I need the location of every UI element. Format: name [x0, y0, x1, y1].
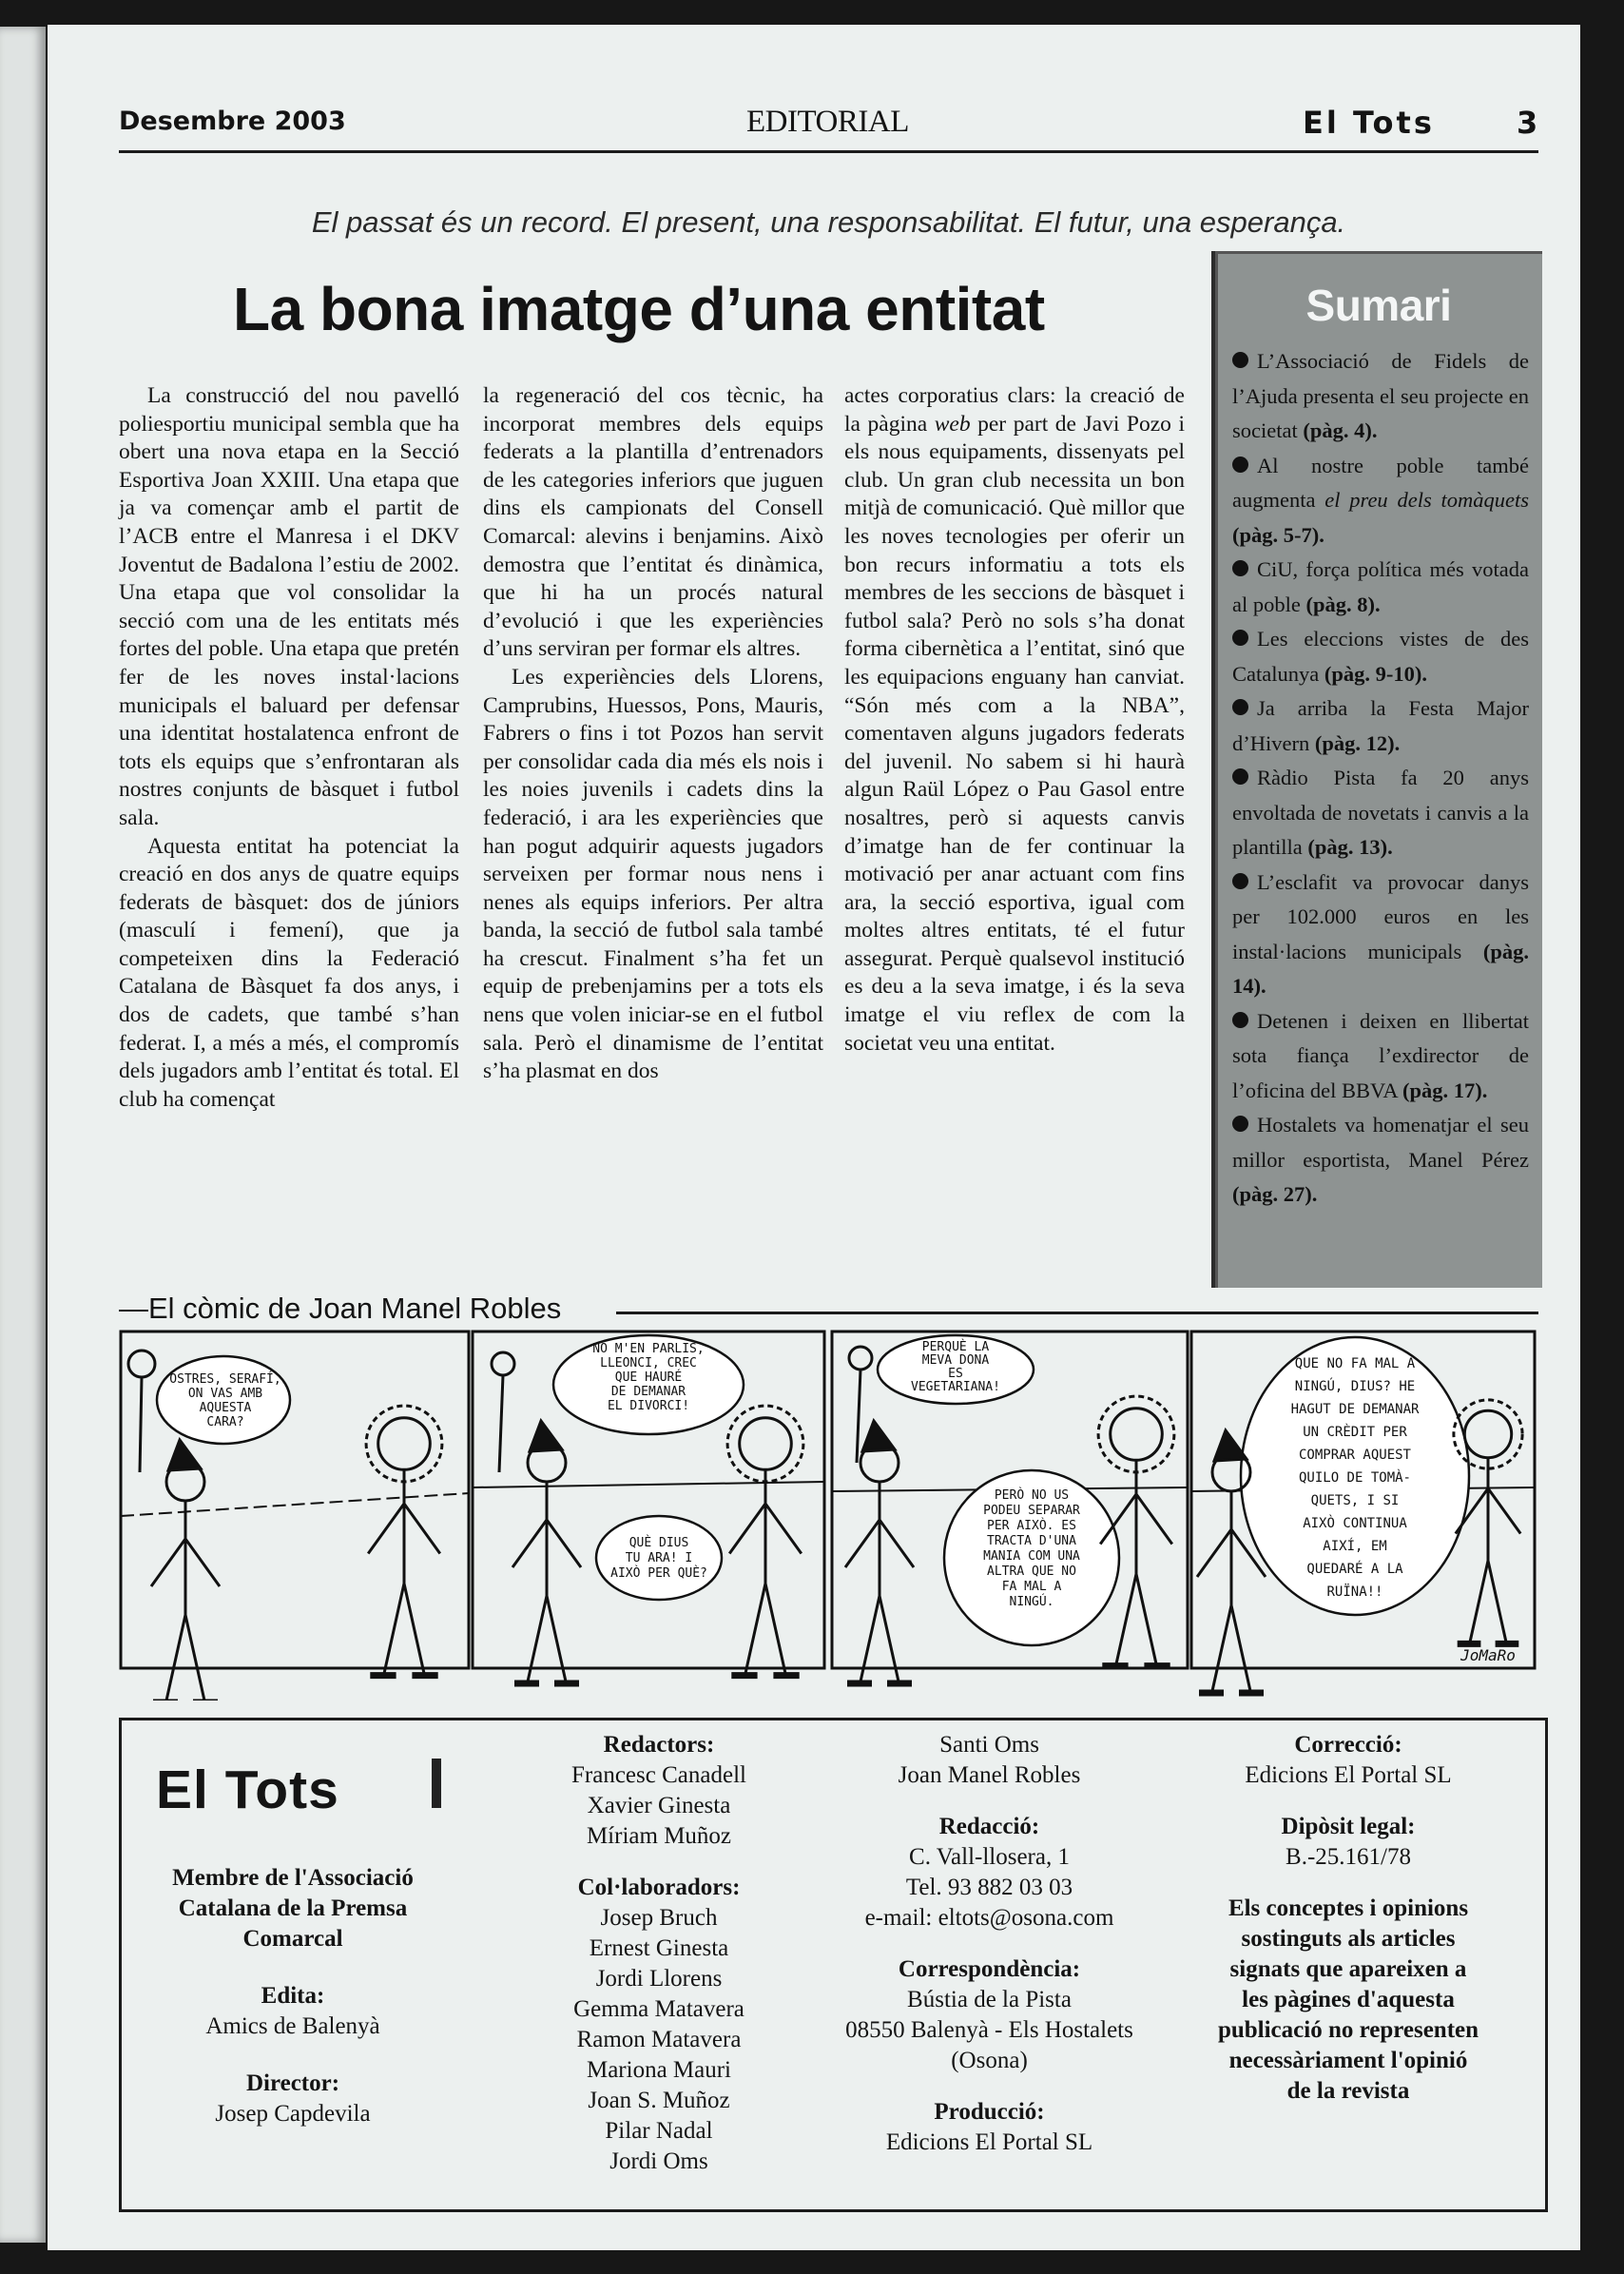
contact-block [830, 1730, 1149, 2158]
newspaper-page [48, 25, 1580, 2250]
bubble-text: ES [948, 1367, 963, 1381]
sumari-item-text: L’Associació de Fidels de l’Ajuda presenta el seu projecte en societat [1232, 349, 1529, 442]
bubble-text: PERQUÈ LA [921, 1340, 990, 1354]
collaborator: Gemma Matavera [573, 1996, 744, 2022]
masthead-box [119, 1718, 1548, 2212]
email-line: e-mail: eltots@osona.com [864, 1905, 1114, 1931]
sumari-item-text: Ja arriba la Festa Major d’Hivern [1232, 696, 1529, 755]
sumari-page-ref: (pàg. 17). [1402, 1078, 1488, 1102]
masthead-logo: El Tots [156, 1759, 339, 1820]
redactor: Míriam Muñoz [586, 1823, 732, 1849]
correspondencia-line: Bústia de la Pista [907, 1987, 1072, 2012]
bubble-text: UN CRÈDIT PER [1303, 1425, 1407, 1440]
sumari-item-text: Ràdio Pista fa 20 anys envoltada de novetats i canvis a la plantilla [1232, 766, 1529, 859]
character-serafi [151, 1440, 220, 1701]
character-lleonci [1454, 1400, 1522, 1644]
article-paragraph: Les experiències dels Llorens, Camprubins, Huessos, Pons, Mauris, Fabrers o fins i tot Pozos han servit per consolidar cada dia més els nois i les noies juvenils i cadets dins la federació, i ara les experiències que han pogut adquirir aquests jugadors serveixen per formar nous nens i nenes als equips inferiors. Per altra banda, la secció de futbol sala també ha crescut. Finalment s’ha fet un equip de prebenjamins per a tots els nens que volen iniciar-se en el futbol sala. Però el dinamisme de l’entitat s’ha plasmat en dos [483, 664, 823, 1084]
article-paragraph: Aquesta entitat ha potenciat la creació en dos anys de quatre equips federats de bàsquet: dos de júniors (masculí i femení), que ja competeixen dins la Federació Catalana de Bàsquet fa dos anys, i dos de cadets, que també s’han federat. I, a més a més, el compromís dels jugadors amb l’entitat és total. El club ha començat [119, 833, 459, 1112]
sumari-page-ref: (pàg. 9-10). [1324, 661, 1427, 686]
comic-heading-rule [616, 1312, 1538, 1314]
bubble-text: ON VAS AMB [187, 1387, 263, 1401]
collaborator: Joan Manel Robles [898, 1762, 1081, 1788]
diposit-label: Dipòsit legal: [1281, 1814, 1416, 1839]
issue-date: Desembre 2003 [119, 107, 346, 136]
legal-block [1177, 1730, 1519, 2107]
membership-line: Comarcal [242, 1926, 343, 1952]
sumari-page-ref: (pàg. 27). [1232, 1182, 1318, 1206]
bubble-text: AIXÒ CONTINUA [1303, 1516, 1407, 1531]
bullet-icon [1232, 630, 1248, 646]
sumari-item-text: Hostalets va homenatjar el seu millor esportista, Manel Pérez [1232, 1113, 1529, 1172]
director-value: Josep Capdevila [215, 2101, 371, 2127]
bullet-icon [1232, 457, 1248, 473]
collaborator: Joan S. Muñoz [588, 2088, 730, 2113]
produccio-label: Producció: [934, 2099, 1045, 2125]
sumari-item [1232, 1004, 1529, 1109]
sumari-item-italic: el preu dels tomàquets [1324, 488, 1529, 512]
bubble-text: RUÏNA!! [1326, 1584, 1383, 1600]
facing-page-edge [0, 27, 46, 2243]
disclaimer-line: sostinguts als articles [1241, 1926, 1456, 1952]
bubble-text: MEVA DONA [921, 1353, 990, 1368]
bullet-icon [1232, 873, 1248, 889]
collaborator: Mariona Mauri [586, 2057, 732, 2083]
disclaimer-line: signats que apareixen a [1229, 1956, 1467, 1982]
bubble-text: QUEDARÉ A LA [1306, 1562, 1403, 1577]
correspondencia-line: (Osona) [951, 2048, 1028, 2073]
collaborator: Josep Bruch [600, 1905, 718, 1931]
redaccio-line: C. Vall-llosera, 1 [909, 1844, 1070, 1870]
bubble-text: QUE HAURÉ [614, 1370, 683, 1385]
sumari-item [1232, 865, 1529, 1004]
disclaimer-line: publicació no representen [1217, 2017, 1479, 2043]
bubble-text: QUETS, I SI [1310, 1493, 1400, 1508]
collaborators-label: Col·laboradors: [577, 1875, 741, 1900]
collaborator: Pilar Nadal [605, 2118, 713, 2144]
bubble-text: PER AIXÒ. ES [987, 1519, 1076, 1533]
bubble-text: EL DIVORCI! [607, 1399, 690, 1413]
comic-strip [119, 1330, 1538, 1701]
membership-line: Membre de l'Associació [172, 1865, 414, 1891]
bubble-text: DE DEMANAR [610, 1385, 686, 1399]
edita-label: Edita: [261, 1983, 325, 2009]
bubble-text: TRACTA D'UNA [987, 1534, 1076, 1548]
membership-block [141, 1863, 445, 2129]
collaborator: Santi Oms [939, 1732, 1039, 1758]
membership-line: Catalana de la Premsa [178, 1895, 408, 1921]
director-label: Director: [245, 2070, 340, 2096]
section-title: EDITORIAL [746, 105, 909, 139]
paper-name: El Tots [1303, 105, 1435, 141]
bubble-text: VEGETARIANA! [911, 1380, 1000, 1394]
sumari-page-ref: (pàg. 12). [1314, 730, 1401, 755]
staff-block [531, 1730, 787, 2177]
bullet-icon [1232, 1116, 1248, 1132]
correccio-value: Edicions El Portal SL [1245, 1762, 1452, 1788]
disclaimer-line: les pàgines d'aquesta [1242, 1987, 1455, 2012]
bullet-icon [1232, 560, 1248, 576]
article-paragraph: la regeneració del cos tècnic, ha incorporat membres dels equips federats a la plantilla d’entrenadors de les categories inferiors que juguen dins els campionats del Consell Comarcal: alevins i benjamins. Això demostra que l’entitat és dinàmica, que hi ha un procés natural d’evolució i que les experiències d’uns serviran per formar els altres. [483, 383, 823, 662]
bubble-text: NO M'EN PARLIS, [592, 1342, 705, 1356]
italic-web: web [934, 411, 971, 437]
bubble-text: FA MAL A [1001, 1580, 1062, 1594]
sumari-item-text: Detenen i deixen en llibertat sota fiança l’exdirector de l’oficina del BBVA [1232, 1008, 1529, 1102]
sumari-item-text: Les eleccions vistes de des Catalunya [1232, 627, 1529, 686]
bubble-text: AIXÒ PER QUÈ? [610, 1566, 707, 1581]
bullet-icon [1232, 768, 1248, 785]
disclaimer-line: necessàriament l'opinió [1228, 2048, 1468, 2073]
sumari-item [1232, 449, 1529, 554]
sumari-list [1215, 331, 1542, 1213]
bubble-text: QUILO DE TOMÀ- [1298, 1470, 1412, 1486]
bubble-text: AQUESTA [199, 1401, 252, 1415]
bubble-text: AIXÍ, EM [1323, 1539, 1387, 1554]
collaborator: Jordi Oms [609, 2148, 708, 2174]
article-paragraph [844, 382, 1185, 1058]
bubble-text: NINGÚ, DIUS? HE [1294, 1379, 1416, 1394]
redaccio-line: Tel. 93 882 03 03 [905, 1875, 1073, 1900]
collaborator: Jordi Llorens [595, 1966, 723, 1992]
bubble-text: LLEONCI, CREC [600, 1356, 697, 1370]
disclaimer-line: de la revista [1286, 2078, 1410, 2104]
text-run: per part de Javi Pozo i els nous equipaments, dissenyats pel club. Un gran club necessita un bon mitjà de comunicació. Què millor que les noves tecnologies per oferir un bon recurs informatiu a tots els membres de les seccions de bàsquet i futbol sala? Però no sols s’ha donat forma cibernètica a l’entitat, sinó que les equipacions enguany han canviat. “Són més com a la NBA”, comentaven alguns jugadors federats del juvenil. No sabem si hi haurà algun Raül López o Pau Gasol entre nosaltres, però si aquests canvis d’imatge han de fer continuar la motivació per anar actuant com fins ara, la secció esportiva, igual com moltes altres entitats, té el futur assegurat. Perquè qualsevol institució es deu a la seva imatge, i és la seva imatge el viu reflex de com la societat veu una entitat. [844, 411, 1185, 1056]
sumari-item [1232, 622, 1529, 691]
bubble-text: ALTRA QUE NO [987, 1565, 1076, 1579]
redactor: Francesc Canadell [571, 1762, 746, 1788]
bullet-icon [1232, 352, 1248, 368]
redactors-label: Redactors: [603, 1732, 715, 1758]
bubble-text: QUE NO FA MAL A [1294, 1356, 1416, 1371]
bubble-text: CARA? [206, 1415, 244, 1429]
sumari-page-ref: (pàg. 8). [1305, 592, 1381, 616]
collaborator: Ernest Ginesta [589, 1935, 729, 1961]
sumari-page-ref: (pàg. 14). [1232, 939, 1529, 998]
sumari-item [1232, 761, 1529, 865]
character-serafi [512, 1421, 581, 1683]
character-lleonci [727, 1406, 803, 1676]
collaborator: Ramon Matavera [576, 2027, 742, 2052]
bubble-text: PODEU SEPARAR [983, 1504, 1080, 1518]
bubble-text: QUÈ DIUS [628, 1536, 689, 1550]
sumari-item [1232, 553, 1529, 622]
redaccio-label: Redacció: [938, 1814, 1040, 1839]
bubble-text: TU ARA! I [625, 1551, 693, 1565]
sumari-box [1211, 251, 1542, 1288]
bubble-text: NINGÚ. [1009, 1595, 1054, 1609]
text-run: actes corporatius clars: la creació de la pàgina [844, 383, 1185, 437]
bubble-text: MANIA COM UNA [983, 1549, 1080, 1564]
bubble-text: OSTRES, SERAFÍ, [169, 1372, 281, 1387]
sumari-page-ref: (pàg. 4). [1303, 418, 1378, 442]
edita-value: Amics de Balenyà [205, 2013, 380, 2039]
sumari-item-text: CiU, força política més votada al poble [1232, 557, 1529, 616]
sumari-page-ref: (pàg. 5-7). [1232, 522, 1324, 547]
article-column-3 [844, 382, 1185, 1058]
bubble-text: HAGUT DE DEMANAR [1290, 1402, 1420, 1417]
page-number: 3 [1517, 105, 1538, 141]
bubble-text: COMPRAR AQUEST [1298, 1448, 1412, 1463]
header-rule [119, 150, 1538, 153]
produccio-value: Edicions El Portal SL [885, 2129, 1093, 2155]
diposit-value: B.-25.161/78 [1286, 1844, 1411, 1870]
sumari-item-text: L’esclafit va provocar danys per 102.000 euros en les instal·lacions municipals [1232, 869, 1529, 963]
artist-signature: JoMaRo [1460, 1646, 1516, 1664]
character-lleonci [1098, 1396, 1174, 1666]
sumari-item [1232, 1108, 1529, 1213]
article-paragraph: La construcció del nou pavelló poliesportiu municipal sembla que ha obert una nova etapa en la Secció Esportiva Joan XXIII. Una etapa que ja va començar amb el partit de l’ACB entre el Manresa i el DKV Joventut de Badalona l’estiu de 2002. Una etapa que vol consolidar la secció com una de les entitats més fortes del poble. Una etapa que pretén fer de les noves instal·lacions municipals el baluard per defensar una identitat hostalatenca enfront de tots els equips que s’enfrontaran als nostres conjunts de bàsquet i futbol sala. [119, 383, 459, 830]
correspondencia-line: 08550 Balenyà - Els Hostalets [845, 2017, 1133, 2043]
motto: El passat és un record. El present, una responsabilitat. El futur, una esperança. [311, 205, 1346, 239]
comic-strip-drawing [119, 1330, 1538, 1701]
correspondencia-label: Correspondència: [898, 1956, 1081, 1982]
bullet-icon [1232, 699, 1248, 715]
sumari-title: Sumari [1305, 281, 1452, 330]
sumari-item-text: Al nostre poble també augmenta [1232, 453, 1529, 512]
correccio-label: Correcció: [1294, 1732, 1402, 1758]
article-column-2 [483, 382, 823, 1086]
sumari-page-ref: (pàg. 13). [1307, 835, 1393, 859]
redactor: Xavier Ginesta [587, 1793, 731, 1818]
character-lleonci [366, 1406, 442, 1676]
comic-heading: —El còmic de Joan Manel Robles [119, 1292, 562, 1325]
disclaimer-line: Els conceptes i opinions [1228, 1895, 1469, 1921]
bullet-icon [1232, 1012, 1248, 1028]
logo-tag [432, 1759, 441, 1808]
sumari-item [1232, 691, 1529, 761]
bubble-text: PERÒ NO US [994, 1488, 1070, 1503]
article-column-1 [119, 382, 459, 1114]
article-headline: La bona imatge d’una entitat [233, 275, 1045, 343]
sumari-item [1232, 344, 1529, 449]
